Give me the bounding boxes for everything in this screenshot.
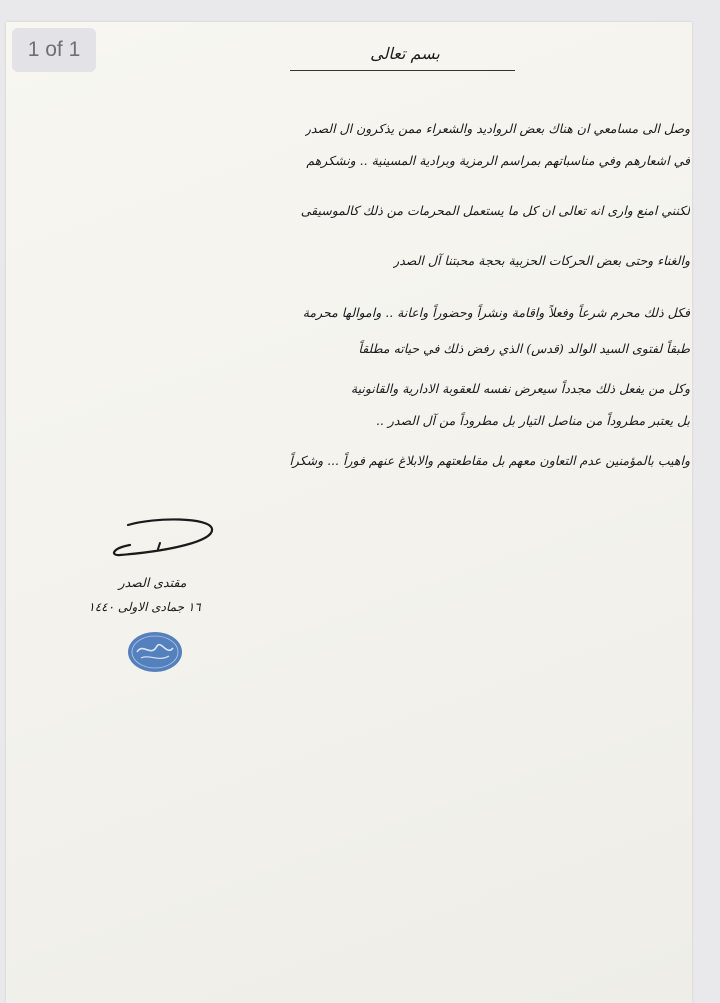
letter-line-7: وكل من يفعل ذلك مجدداً سيعرض نفسه للعقوبة الادارية والقانونية: [350, 381, 690, 396]
letter-line-2: في اشعارهم وفي مناسباتهم بمراسم الرمزية وبرادية المسينية .. ونشكرهم: [306, 153, 690, 168]
page-counter: 1 of 1: [12, 28, 96, 72]
letter-line-4: والغناء وحتى بعض الحركات الحزبية بحجة محبتنا آل الصدر: [393, 253, 690, 268]
header-underline: [290, 70, 515, 71]
handwritten-signature: [100, 515, 230, 575]
letter-line-9: واهيب بالمؤمنين عدم التعاون معهم بل مقاطعتهم والابلاغ عنهم فوراً ... وشكراً: [289, 453, 690, 468]
signature-name: مقتدى الصدر: [118, 575, 187, 590]
letter-line-1: وصل الى مسامعي ان هناك بعض الرواديد والشعراء ممن يذكرون ال الصدر: [304, 121, 690, 136]
letter-line-5: فكل ذلك محرم شرعاً وفعلاً واقامة ونشراً وحضوراً واعانة .. واموالها محرمة: [302, 305, 690, 320]
signature-date: ١٦ جمادى الاولى ١٤٤٠: [88, 600, 201, 614]
letter-header: بسم تعالى: [370, 44, 440, 63]
letter-line-6: طبقاً لفتوى السيد الوالد (قدس) الذي رفض ذلك في حياته مطلقاً: [358, 341, 690, 356]
letter-line-8: بل يعتبر مطروداً من مناصل التيار بل مطروداً من آل الصدر ..: [375, 413, 690, 428]
letter-line-3: لكنني امنع وارى انه تعالى ان كل ما يستعمل المحرمات من ذلك كالموسيقى: [300, 203, 690, 218]
official-seal: [125, 628, 185, 676]
